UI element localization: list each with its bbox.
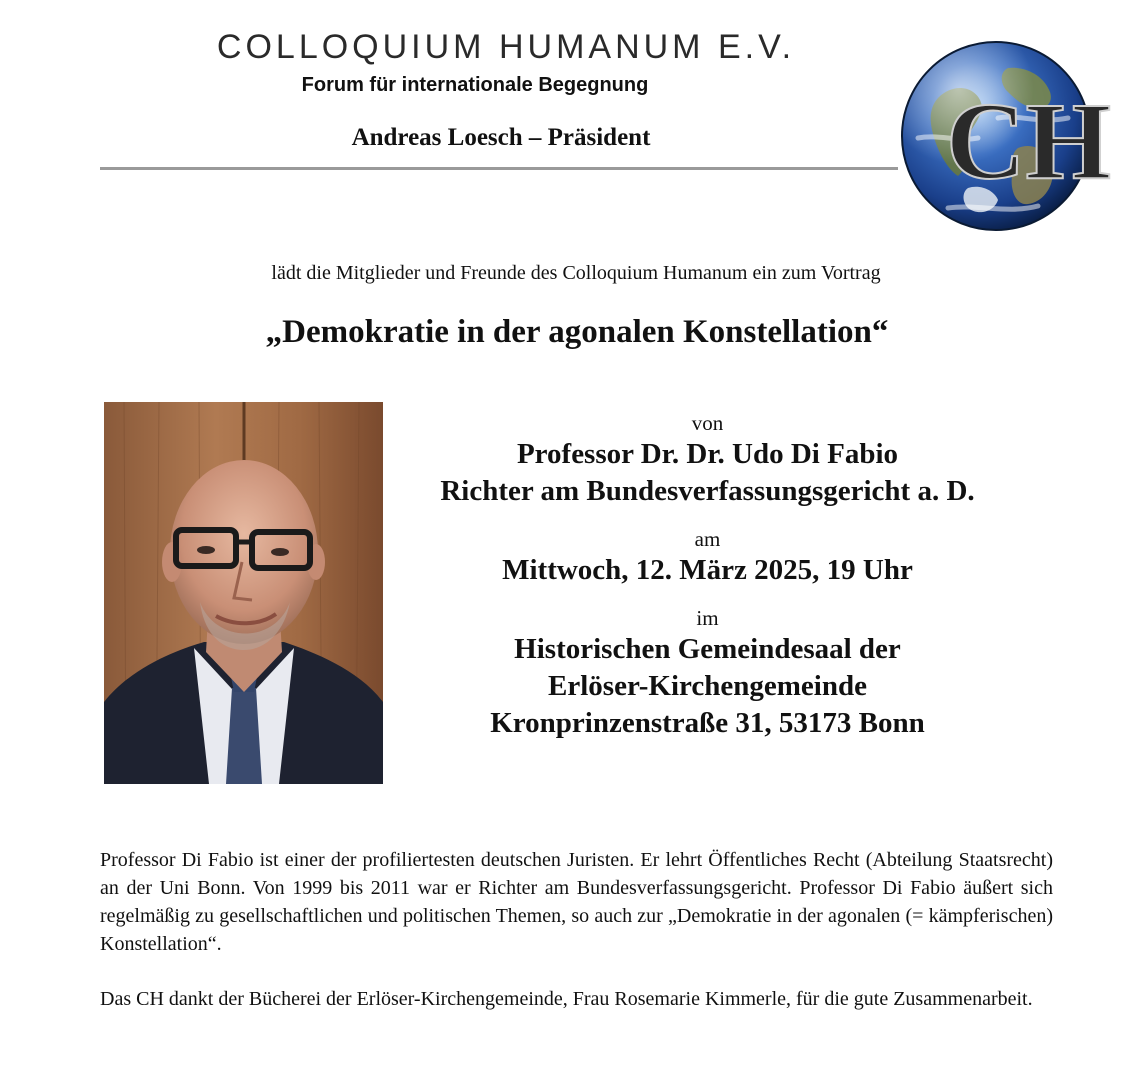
- venue-line-2: Erlöser-Kirchengemeinde: [548, 670, 867, 702]
- globe-logo-icon: [898, 38, 1111, 234]
- am-label: am: [694, 527, 721, 551]
- organization-name: COLLOQUIUM HUMANUM E.V.: [216, 28, 796, 66]
- acknowledgement: Das CH dankt der Bücherei der Erlöser-Kirchengemeinde, Frau Rosemarie Kimmerle, für die gute Zusammenarbeit.: [100, 988, 1033, 1010]
- invitation-intro: lädt die Mitglieder und Freunde des Colloquium Humanum ein zum Vortrag: [271, 262, 881, 284]
- organization-subtitle: Forum für internationale Begegnung: [301, 74, 649, 96]
- talk-title: „Demokratie in der agonalen Konstellation“: [265, 314, 889, 350]
- venue-address: Kronprinzenstraße 31, 53173 Bonn: [490, 707, 925, 739]
- speaker-name: Professor Dr. Dr. Udo Di Fabio: [516, 438, 899, 470]
- header-divider: [100, 167, 898, 170]
- logo-letter-c: CH: [946, 80, 1111, 202]
- president-line: Andreas Loesch – Präsident: [351, 124, 651, 151]
- venue-line-1: Historischen Gemeindesaal der: [514, 633, 901, 665]
- von-label: von: [691, 411, 724, 435]
- speaker-description: Professor Di Fabio ist einer der profiliertesten deutschen Juristen. Er lehrt Öffentliches Recht (Abteilung Staatsrecht) an der Uni Bonn. Von 1999 bis 2011 war er Richter am Bundesverfassungsgericht. Professor Di Fabio äußert sich regelmäßig zu gesellschaftlichen und politischen Themen, so auch zur „Demokratie in der agonalen (= kämpferischen) Konstellation“.: [100, 849, 1053, 955]
- event-datetime: Mittwoch, 12. März 2025, 19 Uhr: [502, 554, 913, 586]
- im-label: im: [696, 606, 719, 630]
- event-details: [380, 410, 1035, 742]
- speaker-portrait: [104, 402, 383, 784]
- speaker-role: Richter am Bundesverfassungsgericht a. D.: [440, 475, 975, 507]
